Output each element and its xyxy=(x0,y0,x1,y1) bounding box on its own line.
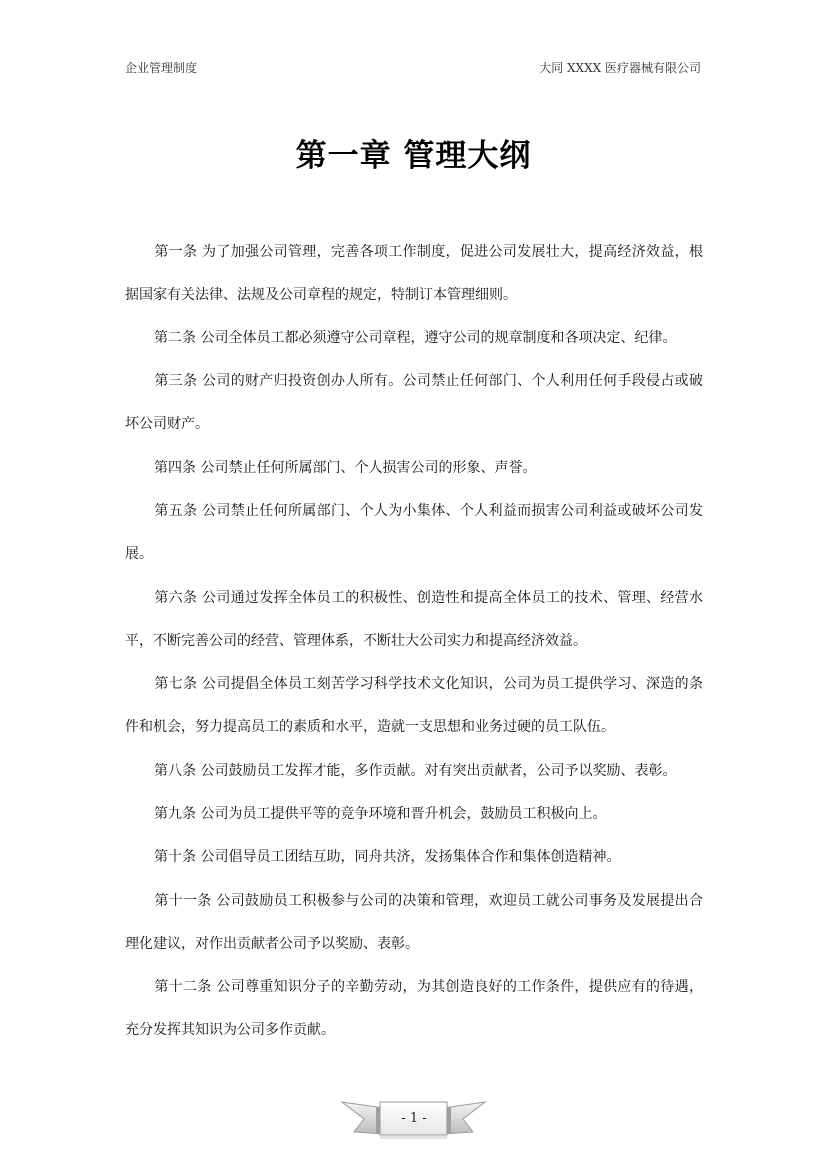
article-7 xyxy=(125,663,703,749)
header-company-name: 大同 XXXX 医疗器械有限公司 xyxy=(539,61,701,75)
article-2-text: 第二条 公司全体员工都必须遵守公司章程，遵守公司的规章制度和各项决定、纪律。 xyxy=(154,330,677,346)
article-10 xyxy=(125,836,703,879)
article-10-text: 第十条 公司倡导员工团结互助，同舟共济，发扬集体合作和集体创造精神。 xyxy=(154,849,621,865)
article-8 xyxy=(125,750,703,793)
article-9 xyxy=(125,793,703,836)
article-11-text: 第十一条 公司鼓励员工积极参与公司的决策和管理，欢迎员工就公司事务及发展提出合理化建议，对作出贡献者公司予以奖励、表彰。 xyxy=(125,893,703,952)
article-3 xyxy=(125,360,703,446)
article-11 xyxy=(125,880,703,966)
chapter-title: 第一章 管理大纲 xyxy=(295,138,532,174)
article-12 xyxy=(125,966,703,1052)
article-6-text: 第六条 公司通过发挥全体员工的积极性、创造性和提高全体员工的技术、管理、经营水平，不断完善公司的经营、管理体系，不断壮大公司实力和提高经济效益。 xyxy=(125,590,703,649)
article-6 xyxy=(125,577,703,663)
article-4-text: 第四条 公司禁止任何所属部门、个人损害公司的形象、声誉。 xyxy=(154,460,537,476)
header-left-text: 企业管理制度 xyxy=(125,61,198,75)
article-2 xyxy=(125,317,703,360)
article-3-text: 第三条 公司的财产归投资创办人所有。公司禁止任何部门、个人利用任何手段侵占或破坏公司财产。 xyxy=(125,373,703,432)
article-7-text: 第七条 公司提倡全体员工刻苦学习科学技术文化知识，公司为员工提供学习、深造的条件和机会，努力提高员工的素质和水平，造就一支思想和业务过硬的员工队伍。 xyxy=(125,676,703,735)
article-4 xyxy=(125,447,703,490)
page-number: - 1 - xyxy=(401,1111,427,1126)
page-footer xyxy=(0,1094,827,1144)
article-1 xyxy=(125,231,703,317)
article-5 xyxy=(125,490,703,576)
article-9-text: 第九条 公司为员工提供平等的竞争环境和晋升机会，鼓励员工积极向上。 xyxy=(154,806,607,822)
article-1-text: 第一条 为了加强公司管理，完善各项工作制度，促进公司发展壮大，提高经济效益，根据国家有关法律、法规及公司章程的规定，特制订本管理细则。 xyxy=(125,244,703,303)
article-5-text: 第五条 公司禁止任何所属部门、个人为小集体、个人利益而损害公司利益或破坏公司发展。 xyxy=(125,503,703,562)
article-8-text: 第八条 公司鼓励员工发挥才能，多作贡献。对有突出贡献者，公司予以奖励、表彰。 xyxy=(154,763,677,779)
article-12-text: 第十二条 公司尊重知识分子的辛勤劳动，为其创造良好的工作条件，提供应有的待遇，充分发挥其知识为公司多作贡献。 xyxy=(125,979,703,1038)
header-divider xyxy=(125,80,701,81)
